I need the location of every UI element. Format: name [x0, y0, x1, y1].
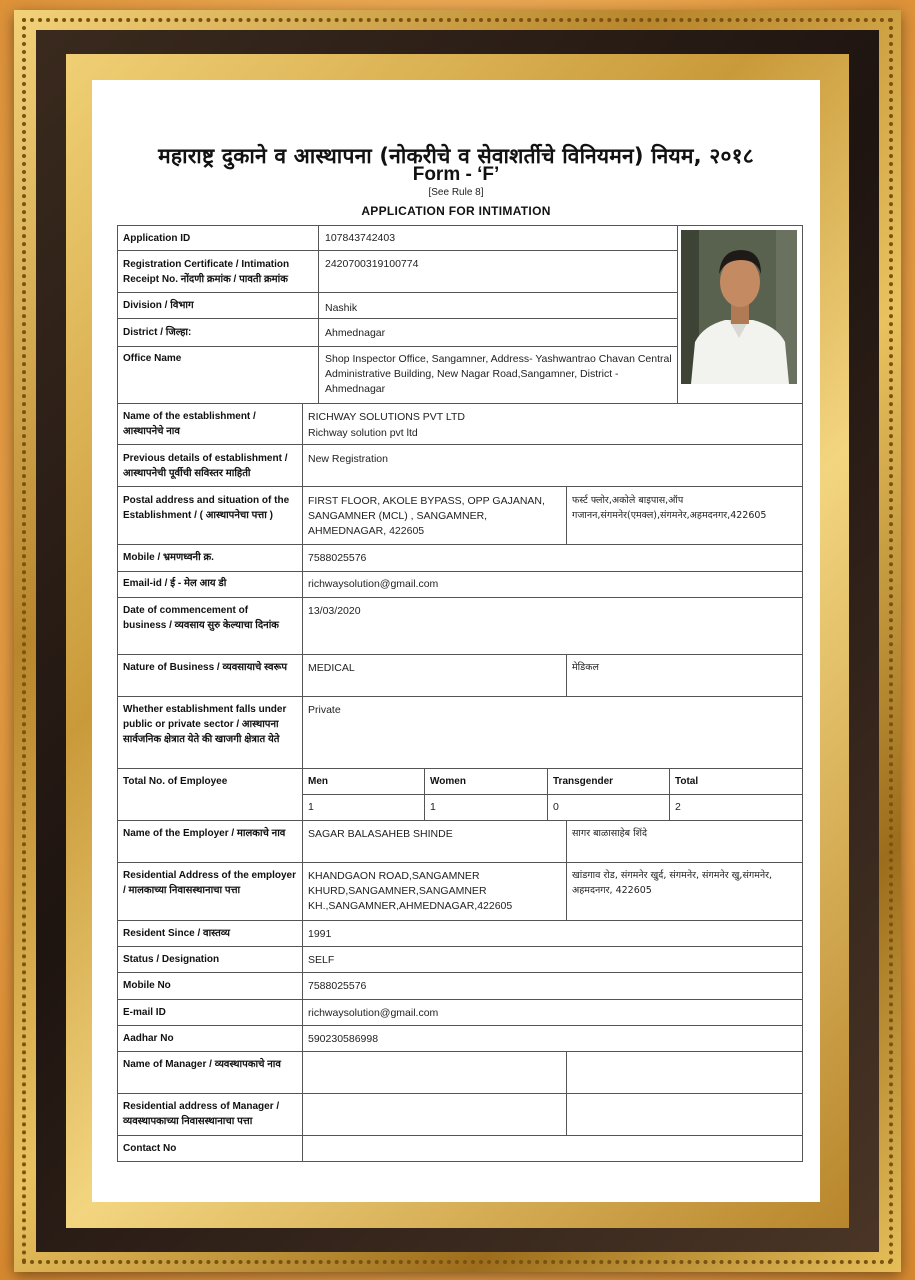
value-employer-mr: सागर बाळासाहेब शिंदे: [572, 828, 648, 839]
table-row-border: [117, 346, 677, 347]
table-row-border: [117, 768, 803, 769]
table-row-border: [117, 920, 803, 921]
value-sector: Private: [308, 704, 341, 716]
value-postal-en: FIRST FLOOR, AKOLE BYPASS, OPP GAJANAN, SANGAMNER (MCL) , SANGAMNER, AHMEDNAGAR, 422605: [308, 495, 545, 537]
table-row-border: [117, 820, 803, 821]
label-resident-since: Resident Since / वास्तव्य: [123, 928, 230, 939]
label-previous: Previous details of establishment / आस्थापनेची पूर्वीची सविस्तर माहिती: [123, 453, 288, 479]
label-postal: Postal address and situation of the Establishment / ( आस्थापनेचा पत्ता ): [123, 495, 290, 521]
marathi-title: महाराष्ट्र दुकाने व आस्थापना (नोकरीचे व सेवाशर्तीचे विनियमन) नियम, २०१८: [158, 144, 754, 168]
table-column-border: [566, 654, 567, 696]
table-row-border: [117, 250, 677, 251]
table-column-border: [677, 225, 678, 403]
table-row-border: [117, 1135, 803, 1136]
table-row-border: [117, 1051, 803, 1052]
value-mobile-no: 7588025576: [308, 980, 367, 992]
table-column-border: [547, 768, 548, 820]
label-employer: Name of the Employer / मालकाचे नाव: [123, 828, 286, 839]
value-establishment: RICHWAY SOLUTIONS PVT LTD: [308, 411, 465, 423]
label-application-id: Application ID: [123, 233, 191, 244]
table-row-border: [302, 794, 803, 795]
table-row-border: [117, 946, 803, 947]
table-column-border: [802, 225, 803, 1161]
label-contact: Contact No: [123, 1143, 177, 1154]
table-row-border: [117, 1025, 803, 1026]
value-registration: 2420700319100774: [325, 258, 419, 270]
label-registration: Registration Certificate / Intimation Receipt No. नोंदणी क्रमांक / पावती क्रमांक: [123, 259, 290, 285]
value-email: richwaysolution@gmail.com: [308, 578, 439, 590]
value-status: SELF: [308, 954, 335, 966]
label-aadhar: Aadhar No: [123, 1033, 174, 1044]
header-men: Men: [308, 776, 328, 787]
label-sector: Whether establishment falls under public or private sector / आस्थापना सार्वजनिक क्षेत्रात येते की खाजगी क्षेत्रात येते: [123, 704, 287, 745]
label-nature: Nature of Business / व्यवसायाचे स्वरूप: [123, 662, 288, 673]
header-transgender: Transgender: [553, 776, 614, 787]
label-email-id: E-mail ID: [123, 1007, 166, 1018]
value-men: 1: [308, 801, 314, 813]
form-document: [92, 80, 820, 1202]
header-total: Total: [675, 776, 699, 787]
table-column-border: [566, 820, 567, 920]
value-previous: New Registration: [308, 453, 388, 465]
form-title: Form - ‘F’: [412, 164, 500, 185]
label-res-address: Residential Address of the employer / मालकाच्या निवासस्थानाचा पत्ता: [123, 870, 297, 896]
value-res-address-en: KHANDGAON ROAD,SANGAMNER KHURD,SANGAMNER,SANGAMNER KH.,SANGAMNER,AHMEDNAGAR,422605: [308, 870, 513, 912]
table-column-border: [117, 225, 118, 1161]
table-row-border: [117, 571, 803, 572]
table-row-border: [117, 544, 803, 545]
label-mobile: Mobile / भ्रमणध्वनी क्र.: [123, 552, 214, 563]
value-women: 1: [430, 801, 436, 813]
table-column-border: [318, 225, 319, 403]
table-row-border: [117, 318, 677, 319]
table-column-border: [566, 1051, 567, 1135]
value-application-id: 107843742403: [325, 232, 396, 244]
value-email-id: richwaysolution@gmail.com: [308, 1007, 439, 1019]
table-column-border: [669, 768, 670, 820]
value-nature-en: MEDICAL: [308, 662, 355, 674]
label-mobile-no: Mobile No: [123, 980, 171, 991]
value-commencement: 13/03/2020: [308, 605, 361, 617]
table-row-border: [117, 1161, 803, 1162]
table-row-border: [117, 862, 803, 863]
table-column-border: [566, 486, 567, 544]
table-row-border: [117, 292, 677, 293]
table-row-border: [117, 696, 803, 697]
value-postal-mr: फर्स्ट फ्लोर,अकोले बाइपास,ऑप गजानन,संगमनेर(एमक्ल),संगमनेर,अहमदनगर,422605: [572, 495, 767, 521]
value-establishment-alt: Richway solution pvt ltd: [308, 427, 418, 439]
table-row-border: [117, 403, 803, 404]
label-commencement: Date of commencement of business / व्यवसाय सुरु केल्याचा दिनांक: [123, 605, 279, 631]
label-status: Status / Designation: [123, 954, 220, 965]
label-manager: Name of Manager / व्यवस्थापकाचे नाव: [123, 1059, 281, 1070]
table-column-border: [302, 403, 303, 1161]
value-division: Nashik: [325, 302, 358, 314]
value-total: 2: [675, 801, 681, 813]
label-email: Email-id / ई - मेल आय डी: [123, 578, 227, 589]
applicant-photo: [681, 230, 797, 384]
table-row-border: [117, 444, 803, 445]
table-row-border: [117, 972, 803, 973]
label-manager-address: Residential address of Manager / व्यवस्थापकाच्या निवासस्थानाचा पत्ता: [123, 1101, 280, 1127]
table-row-border: [117, 486, 803, 487]
application-heading: APPLICATION FOR INTIMATION: [361, 204, 551, 218]
table-row-border: [117, 999, 803, 1000]
value-mobile: 7588025576: [308, 552, 367, 564]
value-office: Shop Inspector Office, Sangamner, Address- Yashwantrao Chavan Central Administrative Building, New Nagar Road,Sangamner, District - Ahmednagar: [325, 353, 672, 395]
label-division: Division / विभाग: [123, 300, 194, 311]
table-row-border: [117, 654, 803, 655]
label-establishment: Name of the establishment / आस्थापनेचे नाव: [123, 411, 256, 437]
table-row-border: [117, 1093, 803, 1094]
value-nature-mr: मेडिकल: [572, 662, 599, 673]
value-aadhar: 590230586998: [308, 1033, 379, 1045]
table-column-border: [424, 768, 425, 820]
value-employer-en: SAGAR BALASAHEB SHINDE: [308, 828, 453, 840]
value-res-address-mr: खांडगाव रोड, संगमनेर खुर्द, संगमनेर, संगमनेर खु,संगमनेर, अहमदनगर, 422605: [572, 870, 773, 896]
value-district: Ahmednagar: [325, 327, 386, 339]
header-women: Women: [430, 776, 466, 787]
label-office: Office Name: [123, 353, 182, 364]
table-row-border: [117, 597, 803, 598]
label-district: District / जिल्हा:: [123, 327, 192, 338]
value-transgender: 0: [553, 801, 559, 813]
table-row-border: [117, 225, 803, 226]
rule-reference: [See Rule 8]: [428, 187, 484, 198]
label-employees: Total No. of Employee: [123, 776, 228, 787]
value-resident-since: 1991: [308, 928, 332, 940]
